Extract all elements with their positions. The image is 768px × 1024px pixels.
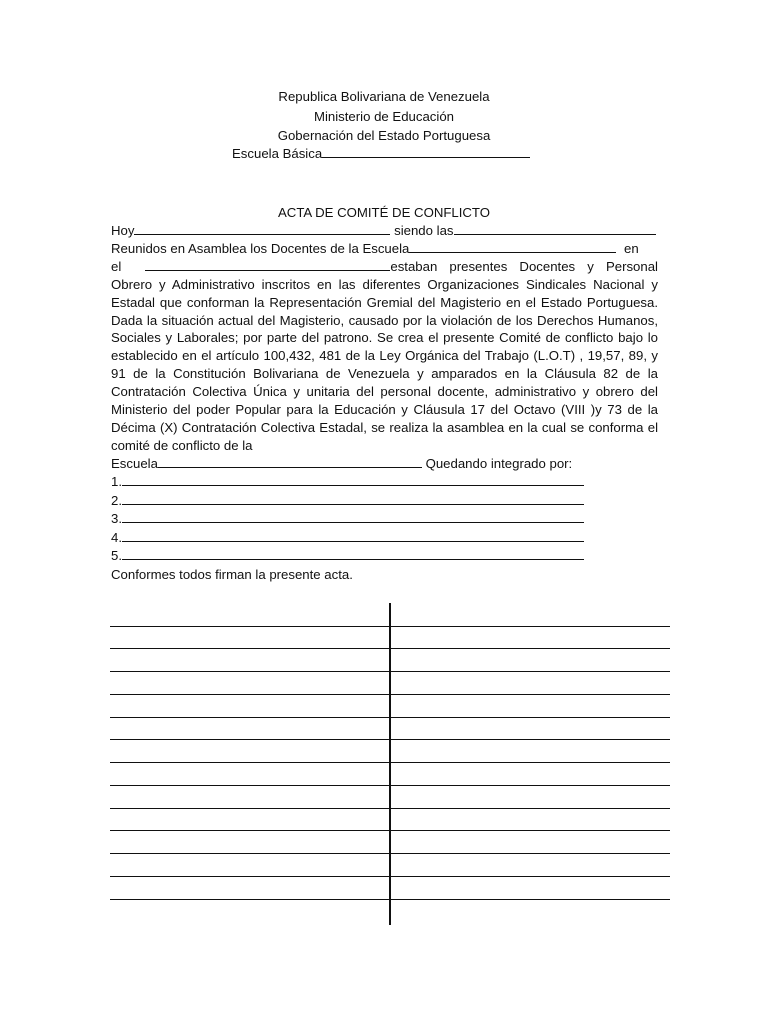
member-number: 1. <box>111 474 122 489</box>
escuela-blank[interactable] <box>158 455 422 468</box>
signature-line-left[interactable] <box>110 762 390 763</box>
signature-line-left[interactable] <box>110 626 390 627</box>
signature-table <box>110 603 670 925</box>
member-blank[interactable] <box>122 547 584 560</box>
school-blank[interactable] <box>409 240 616 253</box>
signature-line-left[interactable] <box>110 808 390 809</box>
school-line <box>232 145 530 161</box>
member-line <box>111 492 584 511</box>
signature-row <box>110 876 670 877</box>
signature-line-right[interactable] <box>390 808 670 809</box>
signature-line-left[interactable] <box>110 671 390 672</box>
signature-row <box>110 694 670 695</box>
member-blank[interactable] <box>122 492 584 505</box>
signature-row <box>110 626 670 627</box>
place-blank[interactable] <box>145 258 390 271</box>
signature-line-right[interactable] <box>390 626 670 627</box>
member-number: 3. <box>111 511 122 526</box>
signature-line-right[interactable] <box>390 876 670 877</box>
header-government: Gobernación del Estado Portuguesa <box>277 128 491 143</box>
signature-row <box>110 648 670 649</box>
date-blank[interactable] <box>134 222 390 235</box>
member-number: 2. <box>111 492 122 508</box>
school-name-blank[interactable] <box>322 145 530 158</box>
members-list <box>111 473 584 566</box>
escuela-label: Escuela <box>111 455 158 471</box>
school-label: Escuela Básica <box>232 146 323 161</box>
member-blank[interactable] <box>122 529 584 542</box>
time-blank[interactable] <box>454 222 656 235</box>
signature-row <box>110 808 670 809</box>
signature-row <box>110 717 670 718</box>
member-line <box>111 547 584 566</box>
signature-line-left[interactable] <box>110 694 390 695</box>
header-ministry: Ministerio de Educación <box>313 108 454 124</box>
member-line <box>111 529 584 548</box>
signature-line-left[interactable] <box>110 876 390 877</box>
member-number: 4. <box>111 529 122 545</box>
en-label: en <box>620 240 639 256</box>
siendo-label: siendo las <box>390 223 454 238</box>
el-label: el <box>111 258 134 274</box>
paragraph-text: estaban presentes Docentes y Personal Obrero y Administrativo inscritos en las diferentes Organizaciones Sindicales Nacional y Estadal que conforman la Representación Gremial del Magisterio en el Estado Portuguesa. Dada la situación actual del Magisterio, causado por la violación de los Derechos Humanos, Sociales y Laborales; por parte del patrono. Se crea el presente Comité de conflicto bajo lo establecido en el artículo 100,432, 481 de la Ley Orgánica del Trabajo (L.O.T) , 19,57, 89, y 91 de la Constitución Bolivariana de Venezuela y amparados en la Cláusula 82 de la Contratación Colectiva Única y unitaria del personal docente, administrativo y obrero del Ministerio del poder Popular para la Educación y Cláusula 17 del Octavo (VIII )y 73 de la Décima (X) Contratación Colectiva Estadal, se realiza la asamblea en la cual se conforma el comité de conflicto de la <box>111 258 658 453</box>
signature-line-left[interactable] <box>110 853 390 854</box>
member-blank[interactable] <box>122 510 584 523</box>
signature-row <box>110 853 670 854</box>
signature-line-left[interactable] <box>110 830 390 831</box>
signature-line-right[interactable] <box>390 739 670 740</box>
signature-row <box>110 671 670 672</box>
signature-row <box>110 785 670 786</box>
header-country: Republica Bolivariana de Venezuela <box>278 89 490 104</box>
member-number: 5. <box>111 548 122 563</box>
document-header <box>0 87 768 161</box>
signature-row <box>110 762 670 763</box>
reunidos-label: Reunidos en Asamblea los Docentes de la Escuela <box>111 240 410 256</box>
closing-statement: Conformes todos firman la presente acta. <box>111 567 353 582</box>
quedando-label: Quedando integrado por: <box>421 455 573 471</box>
document-title: ACTA DE COMITÉ DE CONFLICTO <box>278 205 490 220</box>
act-body <box>111 222 658 473</box>
hoy-label: Hoy <box>111 223 135 238</box>
signature-row <box>110 739 670 740</box>
signature-line-right[interactable] <box>390 785 670 786</box>
school-integration-line <box>111 455 658 473</box>
signature-line-left[interactable] <box>110 785 390 786</box>
signature-row <box>110 830 670 831</box>
signature-line-right[interactable] <box>390 717 670 718</box>
signature-row <box>110 899 670 900</box>
signature-line-left[interactable] <box>110 717 390 718</box>
signature-line-right[interactable] <box>390 694 670 695</box>
signature-line-left[interactable] <box>110 899 390 900</box>
signature-line-right[interactable] <box>390 830 670 831</box>
signature-line-right[interactable] <box>390 648 670 649</box>
signature-line-right[interactable] <box>390 762 670 763</box>
signature-line-left[interactable] <box>110 739 390 740</box>
date-line <box>111 222 658 240</box>
signature-line-right[interactable] <box>390 671 670 672</box>
signature-line-right[interactable] <box>390 853 670 854</box>
body-paragraph <box>111 258 658 455</box>
signature-line-left[interactable] <box>110 648 390 649</box>
member-blank[interactable] <box>122 473 584 486</box>
assembly-line <box>111 240 658 258</box>
signature-line-right[interactable] <box>390 899 670 900</box>
member-line <box>111 473 584 492</box>
member-line <box>111 510 584 529</box>
